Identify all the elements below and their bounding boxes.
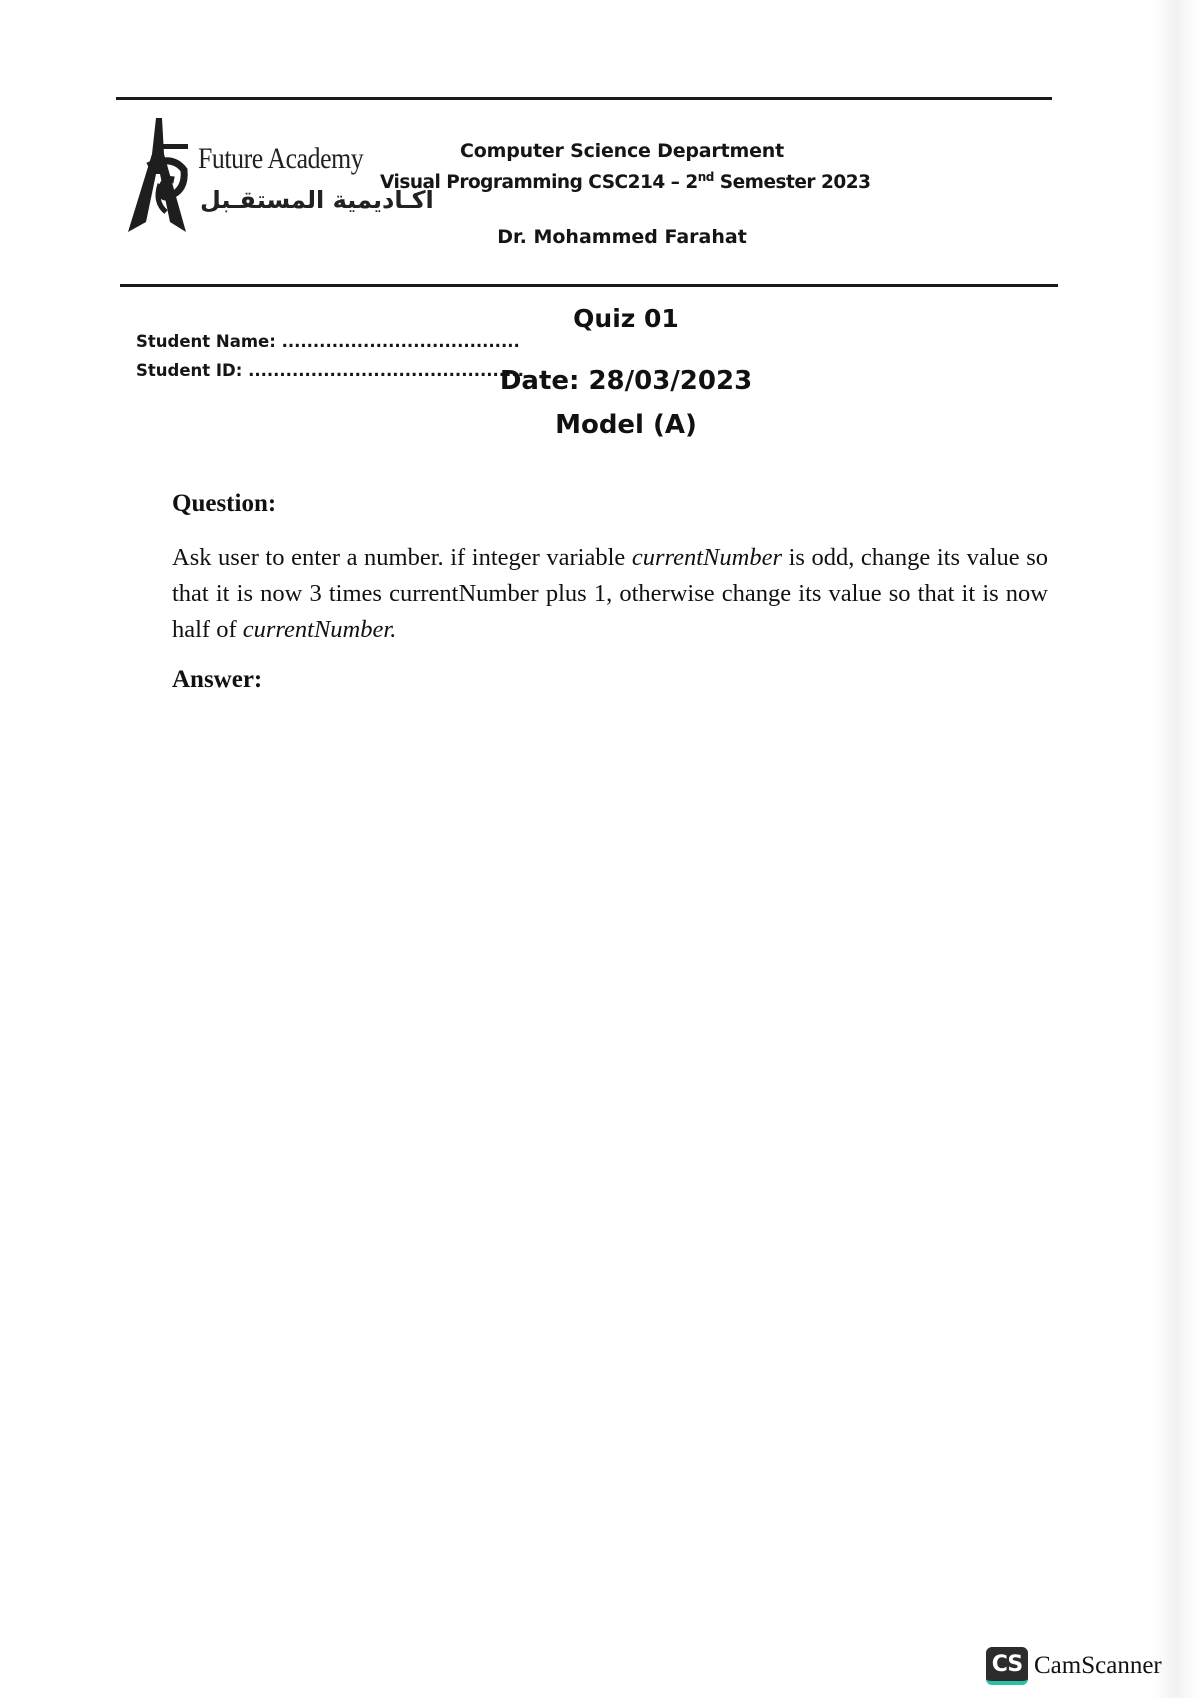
course-title-semester: Semester 2023 (713, 172, 871, 194)
camscanner-logo-icon: CS (986, 1647, 1028, 1685)
department-title: Computer Science Department (460, 140, 784, 162)
quiz-date: Date: 28/03/2023 (499, 366, 753, 396)
future-academy-logo (126, 114, 434, 244)
question-text-part2: is odd, change its value so that it is now 3 times currentNumber plus 1, otherwise change its value so that it is now half of (172, 544, 1049, 643)
student-name-field: Student Name: ...................................... (136, 332, 520, 351)
header-bottom-rule (120, 284, 1058, 287)
logo-name-arabic: اكـاديمية المستقـبل (200, 186, 434, 214)
academy-emblem-icon (126, 114, 198, 244)
course-title-ordinal: nd (697, 170, 714, 184)
question-variable-2: currentNumber. (242, 616, 397, 643)
course-title (380, 170, 871, 194)
quiz-model: Model (A) (555, 410, 697, 440)
question-heading: Question: (172, 490, 277, 517)
header-top-rule (116, 97, 1052, 100)
logo-name-english: Future Academy (198, 142, 364, 175)
course-title-main: Visual Programming CSC214 – 2 (380, 172, 698, 194)
instructor-name: Dr. Mohammed Farahat (497, 226, 747, 248)
question-variable-1: currentNumber (631, 544, 782, 571)
question-text (172, 540, 1048, 648)
student-id-field: Student ID: ............................................ (136, 361, 524, 380)
camscanner-name: CamScanner (1034, 1652, 1162, 1679)
camscanner-watermark (986, 1646, 1162, 1686)
answer-heading: Answer: (172, 666, 263, 693)
question-text-part1: Ask user to enter a number. if integer variable (172, 544, 632, 571)
quiz-title: Quiz 01 (573, 304, 679, 333)
